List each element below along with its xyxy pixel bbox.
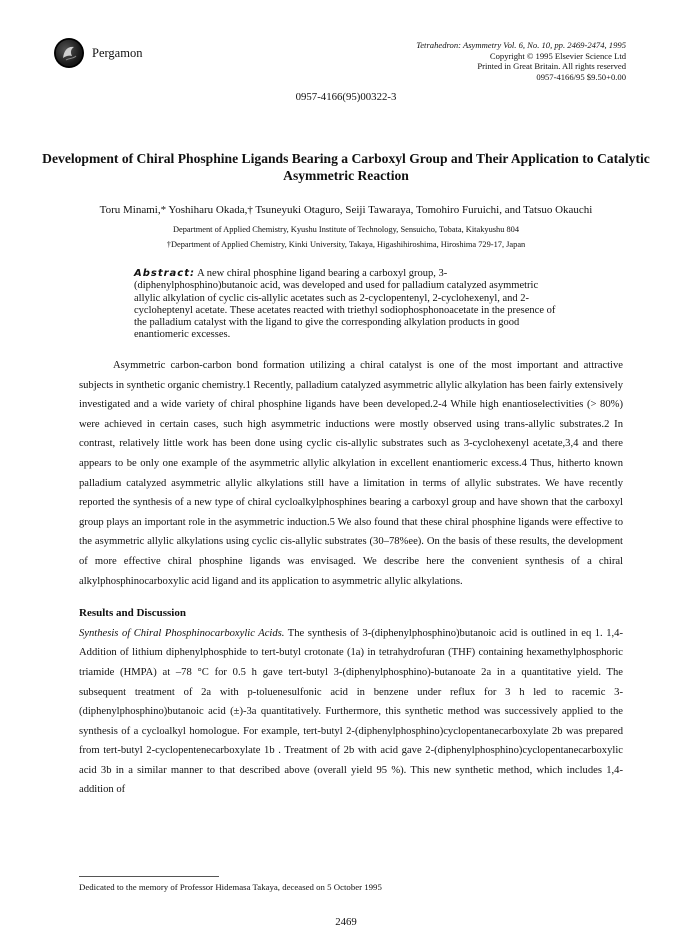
dedication-footnote: Dedicated to the memory of Professor Hidemasa Takaya, deceased on 5 October 1995 bbox=[79, 882, 382, 892]
copyright-line: Copyright © 1995 Elsevier Science Ltd bbox=[489, 50, 626, 61]
section-heading: Results and Discussion bbox=[79, 607, 186, 620]
publisher-logo bbox=[54, 38, 84, 68]
article-body bbox=[79, 356, 623, 800]
intro-paragraph: Asymmetric carbon-carbon bond formation utilizing a chiral catalyst is one of the most important and attractive subjects in synthetic organic chemistry.1 Recently, palladium catalyzed asymmetric allylic alkylation has been fairly extensively investigated and a wide variety of chiral phosphine ligands have been developed.2-4 While high enantioselectivities (> 80%) were achieved in certain cases, such high asymmetric inductions were mostly observed using trans-allylic substrates.2 In contrast, relatively little work has been done using cyclic cis-allylic substrates such as 3-cyclohexenyl acetate,3,4 and there appears to be only one example of the asymmetric allylic alkylation in excellent enantiomeric excess.4 Thus, hitherto known palladium catalyzed asymmetric allylic alkylations still have a limitation in terms of allylic substrates. We have recently reported the synthesis of a new type of chiral cycloalkylphosphines bearing a carboxyl group and have shown that the carboxyl group plays an important role in the asymmetric induction.5 We also found that these chiral phosphine ligands were effective to the asymmetric allylic alkylations using cyclic cis-allylic substrates (30–78%ee). On the basis of these results, the development of more effective chiral phosphine ligands was envisaged. We describe here the convenient synthesis of a chiral alkylphosphinocarboxylic acid ligand and its application to asymmetric allylic alkylations. bbox=[79, 360, 623, 587]
price-code: 0957-4166/95 $9.50+0.00 bbox=[536, 71, 626, 82]
article-title: Development of Chiral Phosphine Ligands Bearing a Carboxyl Group and Their Application to Catalytic Asymmetric Reaction bbox=[42, 151, 650, 183]
abstract-text: A new chiral phosphine ligand bearing a carboxyl group, 3-(diphenylphosphino)butanoic acid, was developed and used for palladium catalyzed asymmetric allylic alkylation of cyclic cis-allylic acetates such as 2-cyclopentenyl, 2-cyclohexenyl, and 2-cycloheptenyl acetate. These acetates reacted with triethyl sodiophosphonoacetate in the presence of the palladium catalyst with the ligand to give the corresponding alkylation products in good enantiomeric excesses. bbox=[134, 268, 556, 341]
author-list: Toru Minami,* Yoshiharu Okada,† Tsuneyuki Otaguro, Seiji Tawaraya, Tomohiro Furuichi, and Tatsuo Okauchi bbox=[99, 204, 593, 216]
subsection-heading: Synthesis of Chiral Phosphinocarboxylic Acids. bbox=[79, 627, 285, 639]
publisher-name: Pergamon bbox=[92, 46, 143, 60]
journal-info bbox=[416, 40, 626, 82]
printed-line: Printed in Great Britain. All rights reserved bbox=[477, 61, 626, 72]
article-code: 0957-4166(95)00322-3 bbox=[295, 91, 397, 103]
abstract bbox=[134, 268, 566, 342]
abstract-label: Abstract: bbox=[134, 268, 196, 279]
affiliation-primary: Department of Applied Chemistry, Kyushu Institute of Technology, Sensuicho, Tobata, Kitakyushu 804 bbox=[172, 225, 520, 234]
page-number: 2469 bbox=[335, 916, 357, 928]
results-text: The synthesis of 3-(diphenylphosphino)butanoic acid is outlined in eq 1. 1,4-Addition of lithium diphenylphosphide to tert-butyl crotonate (1a) in tetrahydrofuran (THF) containing hexamethylphosphoric triamide (HMPA) at –78 °C for 0.5 h gave tert-butyl 3-(diphenylphosphino)-butanoate 2a in a quantitative yield. The subsequent treatment of 2a with p-toluenesulfonic acid in benzene under reflux for 3 h led to racemic 3-(diphenylphosphino)butanoic acid (±)-3a quantitatively. Furthermore, this synthetic method was successively applied to the synthesis of a cycloalkyl homologue. For example, tert-butyl 2-(diphenylphosphino)cyclopentanecarboxylate 2b was prepared from tert-butyl 2-cyclopentenecarboxylate 1b . Treatment of 2b with acid gave 2-(diphenylphosphino)cyclopentanecarboxylic acid 3b in a similar manner to that described above (overall yield 95 %). This new synthetic method, which includes 1,4-addition of bbox=[79, 627, 623, 796]
journal-citation: Tetrahedron: Asymmetry Vol. 6, No. 10, pp. 2469-2474, 1995 bbox=[416, 40, 626, 50]
affiliation-secondary: †Department of Applied Chemistry, Kinki University, Takaya, Higashihiroshima, Hiroshima 729-17, Japan bbox=[166, 240, 526, 249]
footnote-divider bbox=[79, 876, 219, 877]
results-paragraph bbox=[79, 624, 623, 800]
